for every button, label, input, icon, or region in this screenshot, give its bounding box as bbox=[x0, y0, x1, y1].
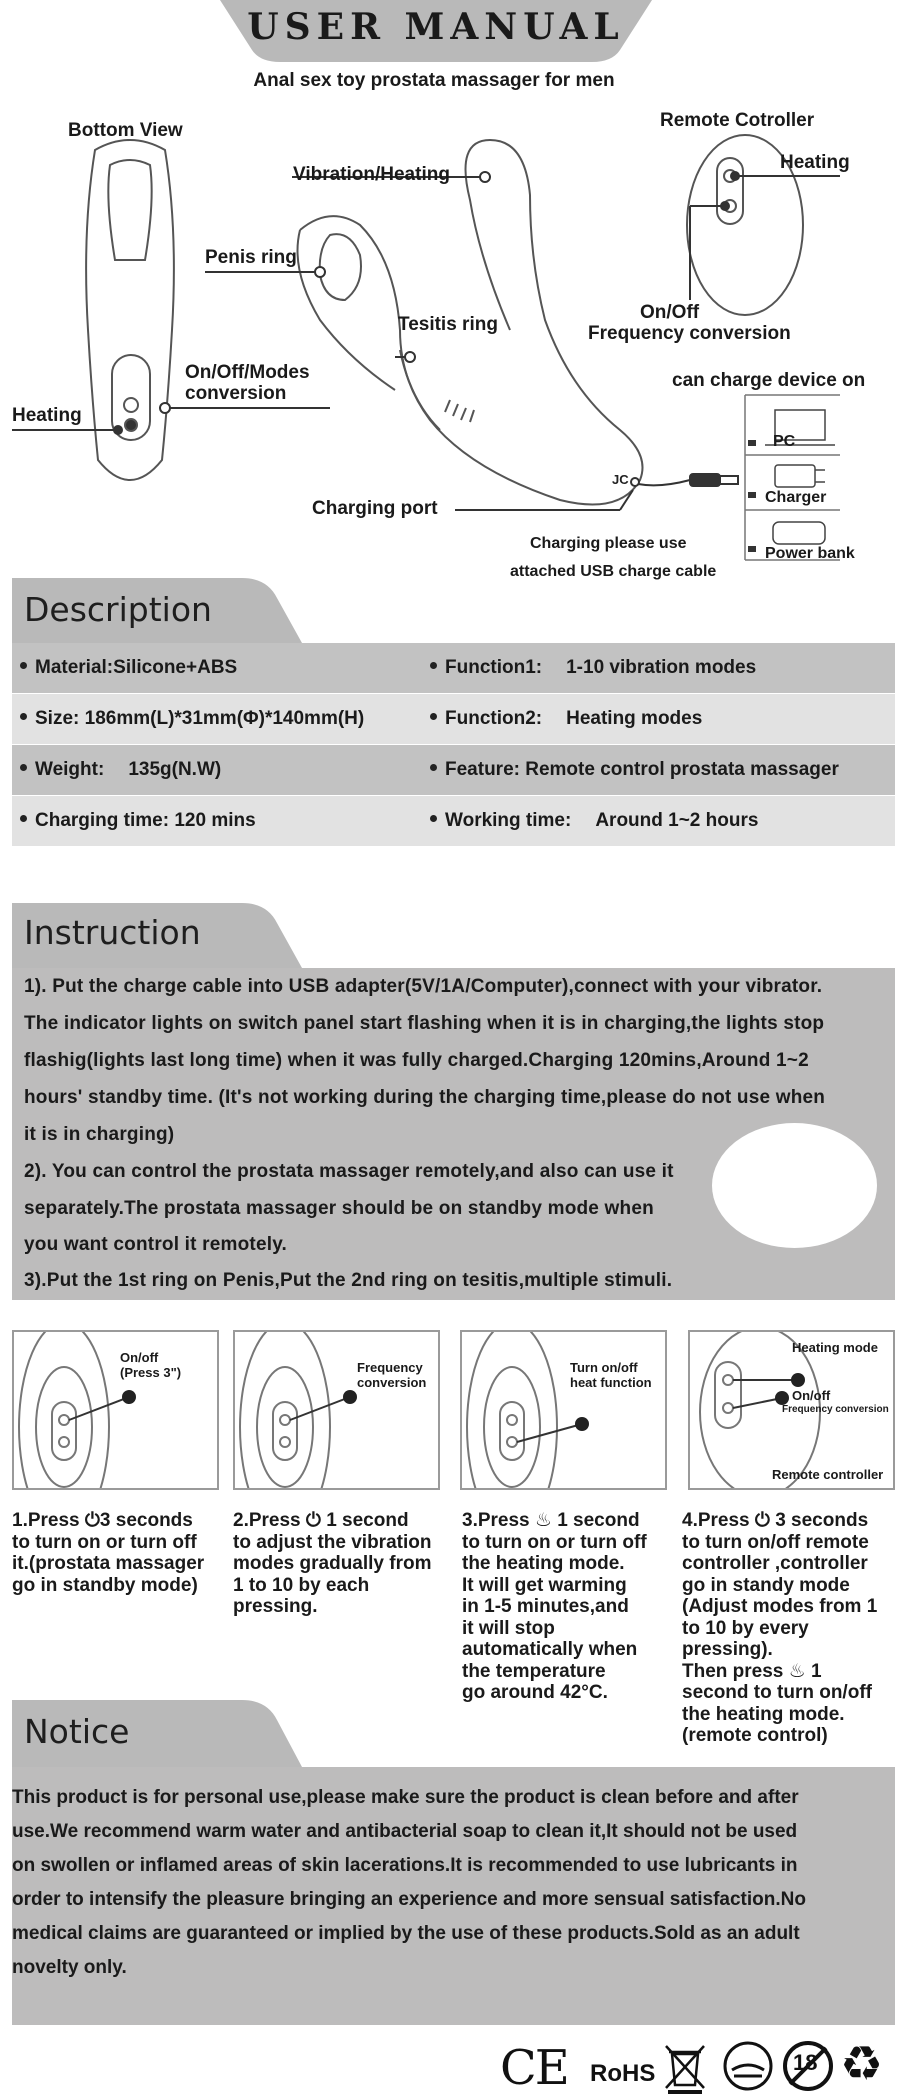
modes-label-line2: conversion bbox=[185, 383, 287, 404]
instruction-line: it is in charging) bbox=[24, 1124, 175, 1145]
description-row: Size: 186mm(L)*31mm(Φ)*140mm(H) Function2: Heating modes bbox=[12, 694, 895, 744]
step4-box-label-4: Remote controller bbox=[772, 1467, 884, 1482]
notice-line: medical claims are guaranteed or implied by the use of these products.Sold as an adult bbox=[12, 1923, 800, 1944]
bullet-icon bbox=[20, 713, 27, 720]
instruction-line: separately.The prostata massager should be on standby mode when bbox=[24, 1198, 654, 1219]
bullet-icon bbox=[430, 764, 437, 771]
page-title: USER MANUAL bbox=[247, 6, 625, 48]
rohs-mark-icon: RoHS bbox=[590, 2060, 656, 2087]
bullet-icon bbox=[430, 713, 437, 720]
remote-heating-label: Heating bbox=[780, 152, 850, 173]
instruction-line: flashig(lights last long time) when it was fully charged.Charging 120mins,Around 1~2 bbox=[24, 1050, 809, 1071]
power-bank-label: Power bank bbox=[765, 545, 855, 562]
instruction-line: The indicator lights on switch panel start flashing when it is in charging,the lights stop bbox=[24, 1013, 825, 1034]
description-row: Charging time: 120 mins Working time: Around 1~2 hours bbox=[12, 796, 895, 846]
description-row: Weight: 135g(N.W) Feature: Remote control prostata massager bbox=[12, 745, 895, 795]
step3-box-label-1: Turn on/off bbox=[570, 1360, 638, 1375]
recycle-circle-icon bbox=[722, 2040, 774, 2092]
bullet-icon bbox=[20, 662, 27, 669]
power-bank-icon bbox=[773, 522, 825, 544]
step-2-text: 2.Press ⏻ 1 second to adjust the vibration modes gradually from 1 to 10 by each pressing. bbox=[233, 1510, 432, 1617]
step1-box-label-1: On/off bbox=[120, 1350, 159, 1365]
charging-note-line1: Charging please use bbox=[530, 535, 687, 552]
bottom-view-label: Bottom View bbox=[68, 120, 183, 141]
step-panel-3 bbox=[460, 1330, 667, 1490]
description-row: Material:Silicone+ABS Function1: 1-10 vibration modes bbox=[12, 643, 895, 693]
page-subtitle: Anal sex toy prostata massager for men bbox=[253, 70, 615, 91]
vibration-heating-label: Vibration/Heating bbox=[293, 164, 450, 185]
notice-heading: Notice bbox=[24, 1712, 130, 1751]
step4-box-label-2: On/off bbox=[792, 1388, 831, 1403]
instruction-body bbox=[12, 968, 895, 1300]
penis-ring-label: Penis ring bbox=[205, 247, 297, 268]
step-1-text: 1.Press ⏻3 seconds to turn on or turn off it.(prostata massager go in standby mode) bbox=[12, 1510, 205, 1596]
ce-mark-icon: CE bbox=[500, 2040, 568, 2096]
step-3-text: 3.Press ♨ 1 second to turn on or turn off the heating mode. It will get warming in 1-5 minutes,and it will stop automatically when the temperature go around 42°C. bbox=[462, 1510, 647, 1703]
tesitis-ring-label: Tesitis ring bbox=[398, 314, 498, 335]
step-panel-1 bbox=[12, 1330, 219, 1490]
charging-port-label: Charging port bbox=[312, 498, 438, 519]
pc-label: PC bbox=[773, 433, 796, 450]
step-panel-2 bbox=[233, 1330, 440, 1490]
bullet-icon bbox=[20, 764, 27, 771]
modes-label-line1: On/Off/Modes bbox=[185, 362, 310, 383]
instruction-line: 1). Put the charge cable into USB adapter(5V/1A/Computer),connect with your vibrator. bbox=[24, 976, 823, 997]
description-heading: Description bbox=[24, 590, 212, 629]
instruction-line: 2). You can control the prostata massager remotely,and also can use it bbox=[24, 1161, 674, 1182]
step2-box-label-2: conversion bbox=[357, 1375, 427, 1390]
instruction-line: 3).Put the 1st ring on Penis,Put the 2nd ring on tesitis,multiple stimuli. bbox=[24, 1270, 673, 1291]
charger-label: Charger bbox=[765, 489, 827, 506]
instruction-heading: Instruction bbox=[24, 913, 201, 952]
remote-title-label: Remote Cotroller bbox=[660, 110, 815, 131]
notice-line: order to intensify the pleasure bringing an experience and more sensual satisfaction.No bbox=[12, 1889, 806, 1910]
notice-line: novelty only. bbox=[12, 1957, 127, 1978]
step4-box-label-3: Frequency conversion bbox=[782, 1404, 889, 1415]
notice-line: use.We recommend warm water and antibacterial soap to clean it,It should not be used bbox=[12, 1821, 798, 1842]
instruction-line: you want control it remotely. bbox=[24, 1234, 288, 1255]
device-logo: JC bbox=[612, 472, 629, 487]
notice-line: This product is for personal use,please make sure the product is clean before and after bbox=[12, 1787, 799, 1808]
remote-onoff-label: On/Off bbox=[640, 302, 700, 323]
heating-label: Heating bbox=[12, 405, 82, 426]
white-blob bbox=[712, 1123, 877, 1248]
notice-body bbox=[12, 1767, 895, 2025]
age-18-label: 18 bbox=[793, 2050, 818, 2075]
step2-box-label-1: Frequency bbox=[357, 1360, 423, 1375]
bullet-icon bbox=[430, 662, 437, 669]
step-4-text: 4.Press ⏻ 3 seconds to turn on/off remote controller ,controller go in standy mode (Adjust modes from 1 to 10 by every pressing). Then press ♨ 1 second to turn on/off the heating mode. (remote control) bbox=[682, 1510, 878, 1746]
instruction-line: hours' standby time. (It's not working during the charging time,please do not use when bbox=[24, 1087, 826, 1108]
step-panel-4 bbox=[688, 1330, 895, 1490]
recycle-arrows-icon: ♻ bbox=[840, 2036, 884, 2092]
remote-frequency-label: Frequency conversion bbox=[588, 323, 791, 344]
bullet-icon bbox=[430, 815, 437, 822]
notice-line: on swollen or inflamed areas of skin lacerations.It is recommended to use lubricants in bbox=[12, 1855, 798, 1876]
bullet-icon bbox=[20, 815, 27, 822]
can-charge-label: can charge device on bbox=[672, 370, 866, 391]
charging-note-line2: attached USB charge cable bbox=[510, 563, 717, 580]
step1-box-label-2: (Press 3") bbox=[120, 1365, 182, 1380]
charger-icon bbox=[775, 465, 825, 487]
step4-box-label-1: Heating mode bbox=[792, 1340, 878, 1355]
step3-box-label-2: heat function bbox=[570, 1375, 652, 1390]
weee-bin-icon bbox=[660, 2040, 710, 2095]
